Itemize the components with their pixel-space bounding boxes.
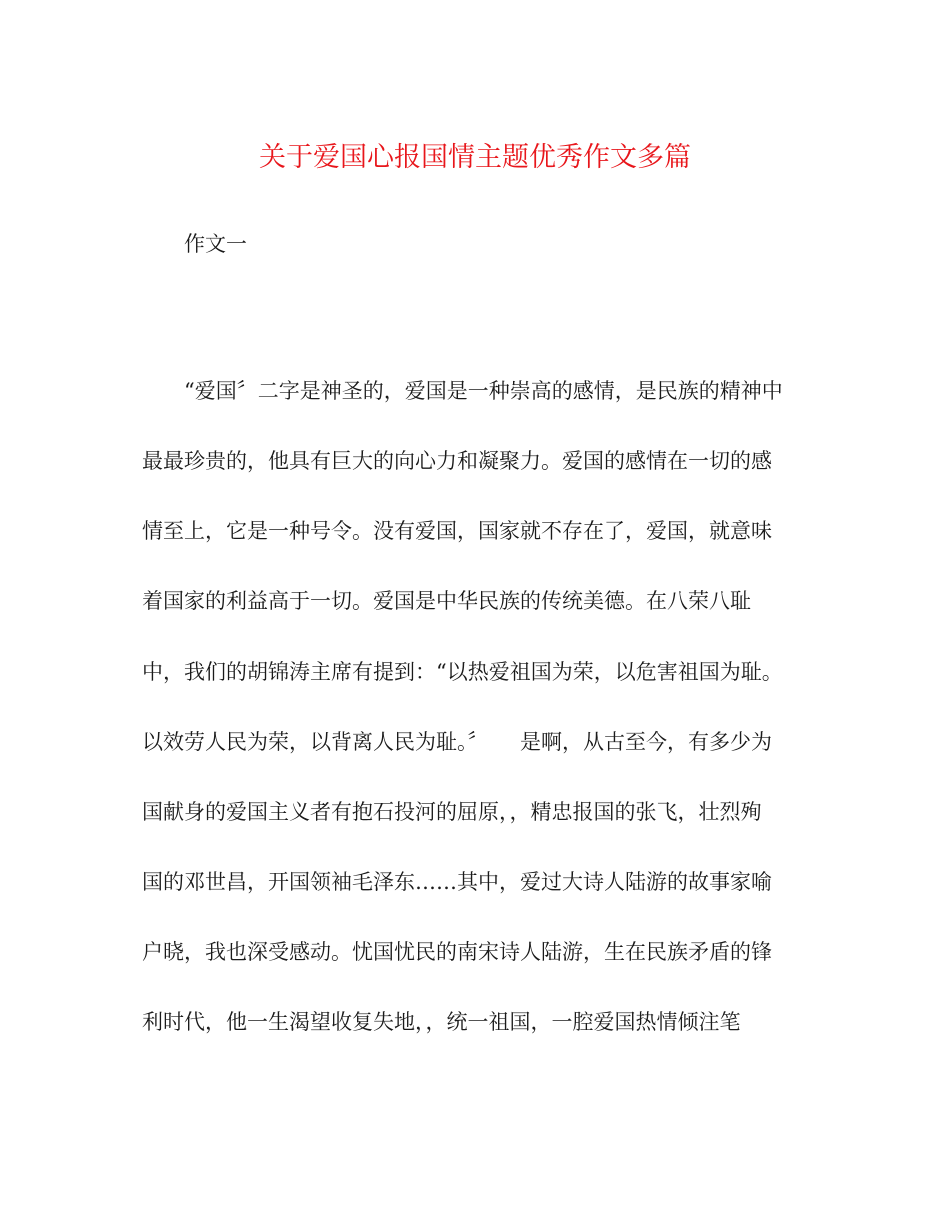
paragraph-line: 国献身的爱国主义者有抱石投河的屈原，，精忠报国的张飞，壮烈殉 [142, 800, 762, 824]
paragraph-line: 情至上，它是一种号令。没有爱国，国家就不存在了，爱国，就意味 [142, 519, 772, 543]
paragraph-line: 中，我们的胡锦涛主席有提到：“以热爱祖国为荣，以危害祖国为耻。 [142, 660, 783, 684]
paragraph-line: 最最珍贵的，他具有巨大的向心力和凝聚力。爱国的感情在一切的感 [142, 449, 772, 473]
section-heading: 作文一 [184, 232, 247, 256]
paragraph-line: 国的邓世昌，开国领袖毛泽东……其中，爱过大诗人陆游的故事家喻 [142, 870, 772, 894]
paragraph-line: 着国家的利益高于一切。爱国是中华民族的传统美德。在八荣八耻 [142, 589, 751, 613]
document-title: 关于爱国心报国情主题优秀作文多篇 [259, 142, 691, 173]
paragraph-line: “爱国〞二字是神圣的，爱国是一种崇高的感情，是民族的精神中 [184, 379, 783, 403]
paragraph-line: 以效劳人民为荣，以背离人民为耻。〞 是啊，从古至今，有多少为 [142, 730, 772, 754]
paragraph-line: 利时代，他一生渴望收复失地，，统一祖国，一腔爱国热情倾注笔 [142, 1010, 741, 1034]
paragraph-line: 户晓，我也深受感动。忧国忧民的南宋诗人陆游，生在民族矛盾的锋 [142, 940, 772, 964]
